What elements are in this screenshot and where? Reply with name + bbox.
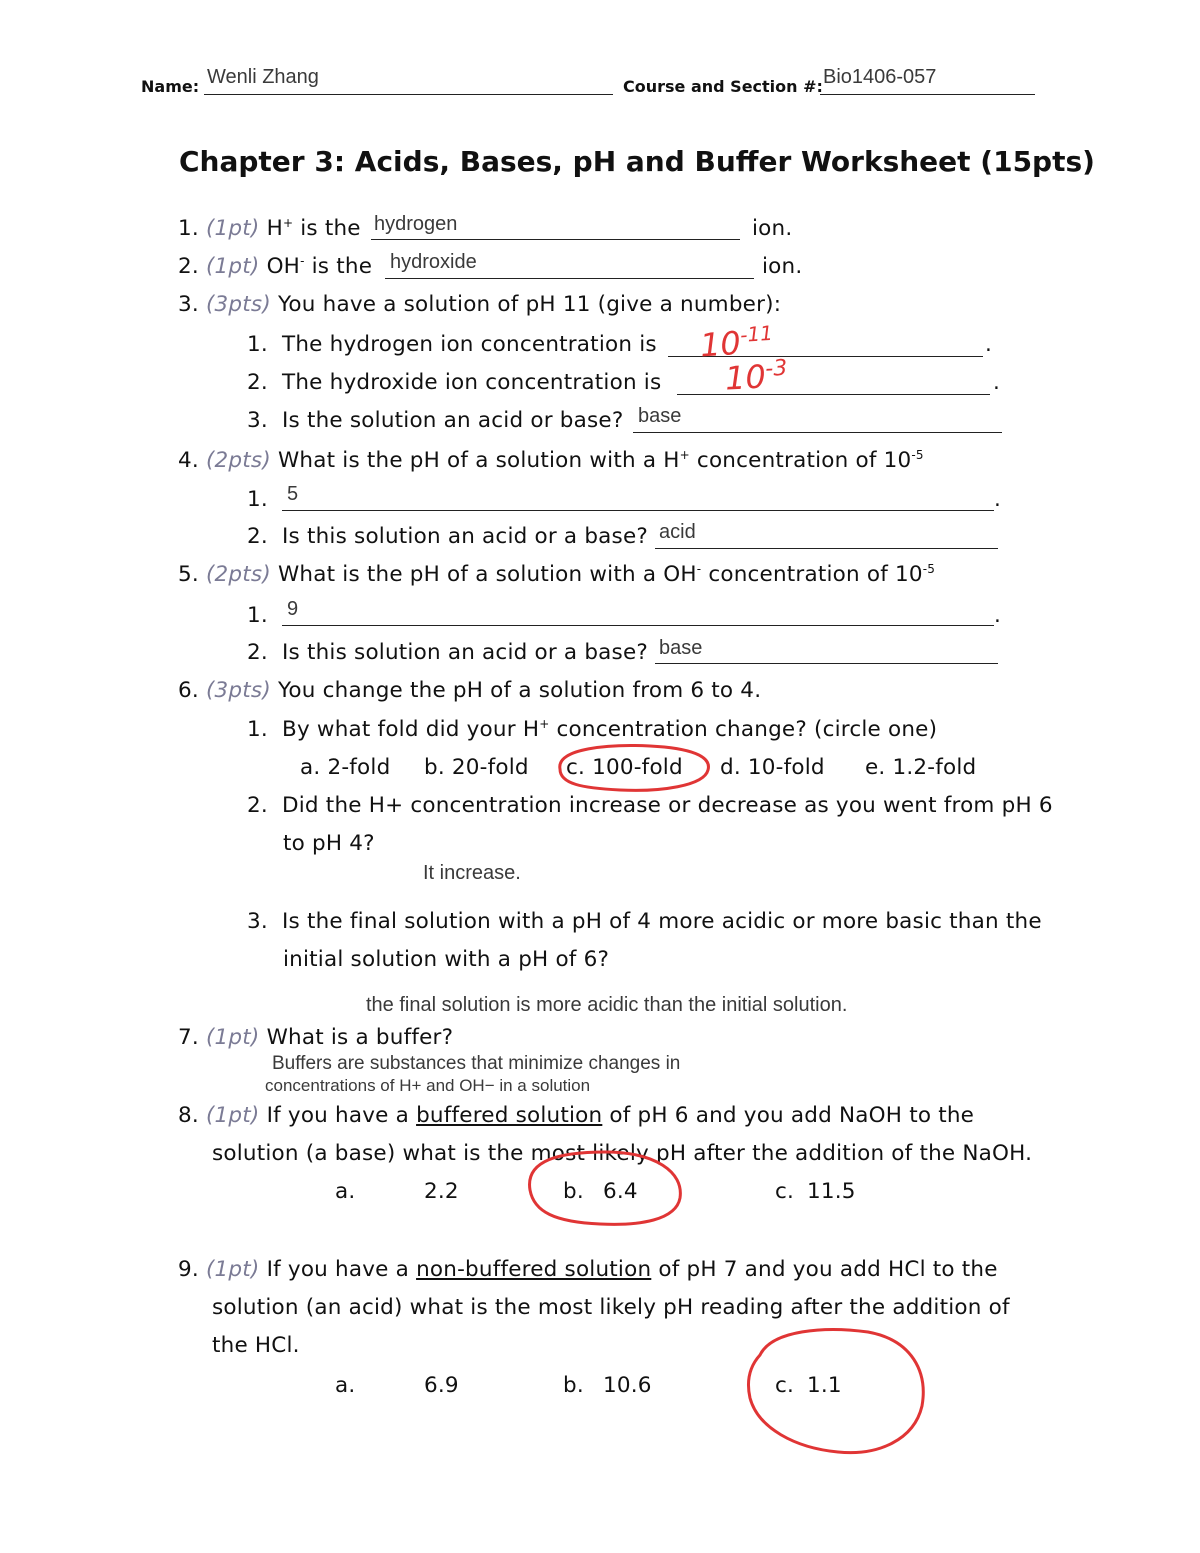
q2-points: (1pt) (205, 254, 260, 279)
q3-s2-number: 2. (247, 370, 268, 395)
q9-points: (1pt) (205, 1257, 260, 1282)
q9-option-a-value[interactable]: 6.9 (424, 1373, 459, 1398)
q8-option-b-letter[interactable]: b. (563, 1179, 584, 1204)
q8-underlined: buffered solution (416, 1103, 603, 1128)
q6-number: 6. (178, 678, 199, 703)
q6-s2-number: 2. (247, 793, 268, 818)
q3-s3-number: 3. (247, 408, 268, 433)
q3-s1-number: 1. (247, 332, 268, 357)
q6-sub-2 (247, 793, 1053, 818)
q8-post: of pH 6 and you add NaOH to the (609, 1103, 975, 1128)
q9-line2: solution (an acid) what is the most likely pH reading after the addition of (212, 1295, 1010, 1320)
q6-sub-1 (247, 717, 937, 742)
q4-s2-text: Is this solution an acid or a base? (282, 524, 649, 549)
q7-number: 7. (178, 1025, 199, 1050)
q2-post: ion. (762, 254, 803, 279)
q5-s2-answer[interactable]: base (659, 637, 703, 659)
q3-sub-1 (247, 332, 657, 357)
q8-pre: If you have a (266, 1103, 410, 1128)
q5-number: 5. (178, 562, 199, 587)
q4-s2-blank (655, 548, 998, 549)
q7-answer-line1[interactable]: Buffers are substances that minimize changes in (272, 1053, 681, 1074)
q5-sub-2 (247, 640, 648, 665)
q6-s2-line1: Did the H+ concentration increase or decrease as you went from pH 6 (282, 793, 1053, 818)
q4-s1-blank (282, 510, 994, 511)
q9-option-c-value[interactable]: 1.1 (807, 1373, 842, 1398)
q1-post: ion. (752, 216, 793, 241)
q2-pre: OH (266, 254, 301, 279)
q6-option-b[interactable]: b. 20-fold (424, 755, 529, 780)
q3-s3-blank (633, 432, 1002, 433)
q5-text: What is the pH of a solution with a OH (277, 562, 697, 587)
q1-number: 1. (178, 216, 199, 241)
q5-s1-number: 1. (247, 603, 268, 628)
q3-s2-text: The hydroxide ion concentration is (282, 370, 662, 395)
name-underline (204, 94, 613, 95)
q5-s2-text: Is this solution an acid or a base? (282, 640, 649, 665)
q1-sup: + (282, 215, 294, 230)
q1-text: is the (293, 216, 361, 241)
q6-option-d[interactable]: d. 10-fold (720, 755, 825, 780)
course-label: Course and Section #: (623, 77, 823, 96)
q5-sup: - (696, 561, 702, 576)
q8-points: (1pt) (205, 1103, 260, 1128)
q4-text2: concentration of 10 (689, 448, 912, 473)
q3-s2-blank (677, 394, 990, 395)
q1-blank (371, 239, 740, 240)
course-underline (820, 94, 1035, 95)
q5-points: (2pts) (205, 562, 271, 587)
q3-sub-2 (247, 370, 661, 395)
q2-blank (385, 278, 754, 279)
q3-s2-end: . (993, 370, 1001, 395)
q8-line2: solution (a base) what is the most likely pH after the addition of the NaOH. (212, 1141, 1033, 1166)
q9-number: 9. (178, 1257, 199, 1282)
q3-s3-answer[interactable]: base (638, 405, 682, 427)
q2-answer[interactable]: hydroxide (390, 251, 477, 273)
name-field[interactable]: Wenli Zhang (207, 66, 319, 88)
q9-underlined: non-buffered solution (416, 1257, 652, 1282)
q2-number: 2. (178, 254, 199, 279)
q8-option-a-letter[interactable]: a. (335, 1179, 356, 1204)
q6-s1-number: 1. (247, 717, 268, 742)
q5-s1-end: . (994, 603, 1002, 628)
q9-option-b-value[interactable]: 10.6 (603, 1373, 652, 1398)
question-9 (178, 1257, 998, 1282)
q4-exp: -5 (911, 447, 924, 462)
q8-option-a-value[interactable]: 2.2 (424, 1179, 459, 1204)
q4-sub-2 (247, 524, 648, 549)
q4-s2-answer[interactable]: acid (659, 521, 696, 543)
q4-number: 4. (178, 448, 199, 473)
q6-s3-number: 3. (247, 909, 268, 934)
page-title: Chapter 3: Acids, Bases, pH and Buffer Worksheet (15pts) (179, 145, 1095, 178)
q6-sub-3 (247, 909, 1042, 934)
question-6 (178, 678, 761, 703)
q1-pre: H (266, 216, 283, 241)
q5-s1-answer[interactable]: 9 (287, 598, 299, 620)
q9-pre: If you have a (266, 1257, 410, 1282)
q6-points: (3pts) (205, 678, 271, 703)
q6-s3-answer[interactable]: the final solution is more acidic than the initial solution. (366, 994, 848, 1016)
q3-s1-end: . (985, 332, 993, 357)
q3-s3-text: Is the solution an acid or base? (282, 408, 624, 433)
question-2 (178, 254, 372, 279)
q6-option-a[interactable]: a. 2-fold (300, 755, 391, 780)
q8-option-c-value[interactable]: 11.5 (807, 1179, 856, 1204)
q9-option-c-letter[interactable]: c. (775, 1373, 795, 1398)
q9-post: of pH 7 and you add HCl to the (658, 1257, 998, 1282)
q3-points: (3pts) (205, 292, 271, 317)
q8-option-c-letter[interactable]: c. (775, 1179, 795, 1204)
question-4 (178, 448, 924, 473)
q4-s2-number: 2. (247, 524, 268, 549)
course-field[interactable]: Bio1406-057 (823, 66, 937, 88)
q5-text2: concentration of 10 (701, 562, 923, 587)
q3-text: You have a solution of pH 11 (give a number): (277, 292, 782, 317)
q6-s1-text2: concentration change? (circle one) (549, 717, 938, 742)
q1-answer[interactable]: hydrogen (374, 213, 458, 235)
q6-s1-sup: + (539, 716, 550, 731)
q7-answer-line2[interactable]: concentrations of H+ and OH− in a solution (265, 1076, 591, 1095)
q9-option-b-letter[interactable]: b. (563, 1373, 584, 1398)
q6-s1-text: By what fold did your H (282, 717, 540, 742)
q5-exp: -5 (922, 561, 936, 576)
q4-points: (2pts) (205, 448, 271, 473)
q6-option-c[interactable]: c. 100-fold (566, 755, 683, 780)
q9-option-a-letter[interactable]: a. (335, 1373, 356, 1398)
name-label: Name: (141, 77, 200, 96)
q1-points: (1pt) (205, 216, 260, 241)
q3-s2-answer[interactable]: $10^{-3}$ (724, 355, 788, 398)
question-3 (178, 292, 781, 317)
q3-s1-text: The hydrogen ion concentration is (282, 332, 657, 357)
q4-s1-answer[interactable]: 5 (287, 483, 299, 505)
q6-text: You change the pH of a solution from 6 to 4. (277, 678, 762, 703)
q7-text: What is a buffer? (266, 1025, 454, 1050)
question-7 (178, 1025, 453, 1050)
question-1 (178, 216, 361, 241)
q3-s1-answer[interactable]: $10^{-11}$ (698, 320, 774, 365)
q6-s2-line2: to pH 4? (283, 831, 375, 856)
question-8 (178, 1103, 974, 1128)
q6-s3-line2: initial solution with a pH of 6? (283, 947, 610, 972)
question-5 (178, 562, 935, 587)
q8-number: 8. (178, 1103, 199, 1128)
q5-s2-blank (655, 663, 998, 664)
q2-sup: - (300, 253, 305, 268)
q6-s2-answer[interactable]: It increase. (423, 862, 521, 884)
q4-s1-number: 1. (247, 487, 268, 512)
q3-sub-3 (247, 408, 623, 433)
q8-option-b-value[interactable]: 6.4 (603, 1179, 638, 1204)
q4-s1-end: . (994, 487, 1002, 512)
q6-option-e[interactable]: e. 1.2-fold (865, 755, 977, 780)
q4-sup: + (679, 447, 690, 462)
q5-s2-number: 2. (247, 640, 268, 665)
q7-points: (1pt) (205, 1025, 260, 1050)
q4-text: What is the pH of a solution with a H (277, 448, 680, 473)
q9-line3: the HCl. (212, 1333, 300, 1358)
q5-s1-blank (282, 625, 994, 626)
q3-number: 3. (178, 292, 199, 317)
q6-s3-line1: Is the final solution with a pH of 4 more acidic or more basic than the (282, 909, 1042, 934)
q2-text: is the (304, 254, 373, 279)
